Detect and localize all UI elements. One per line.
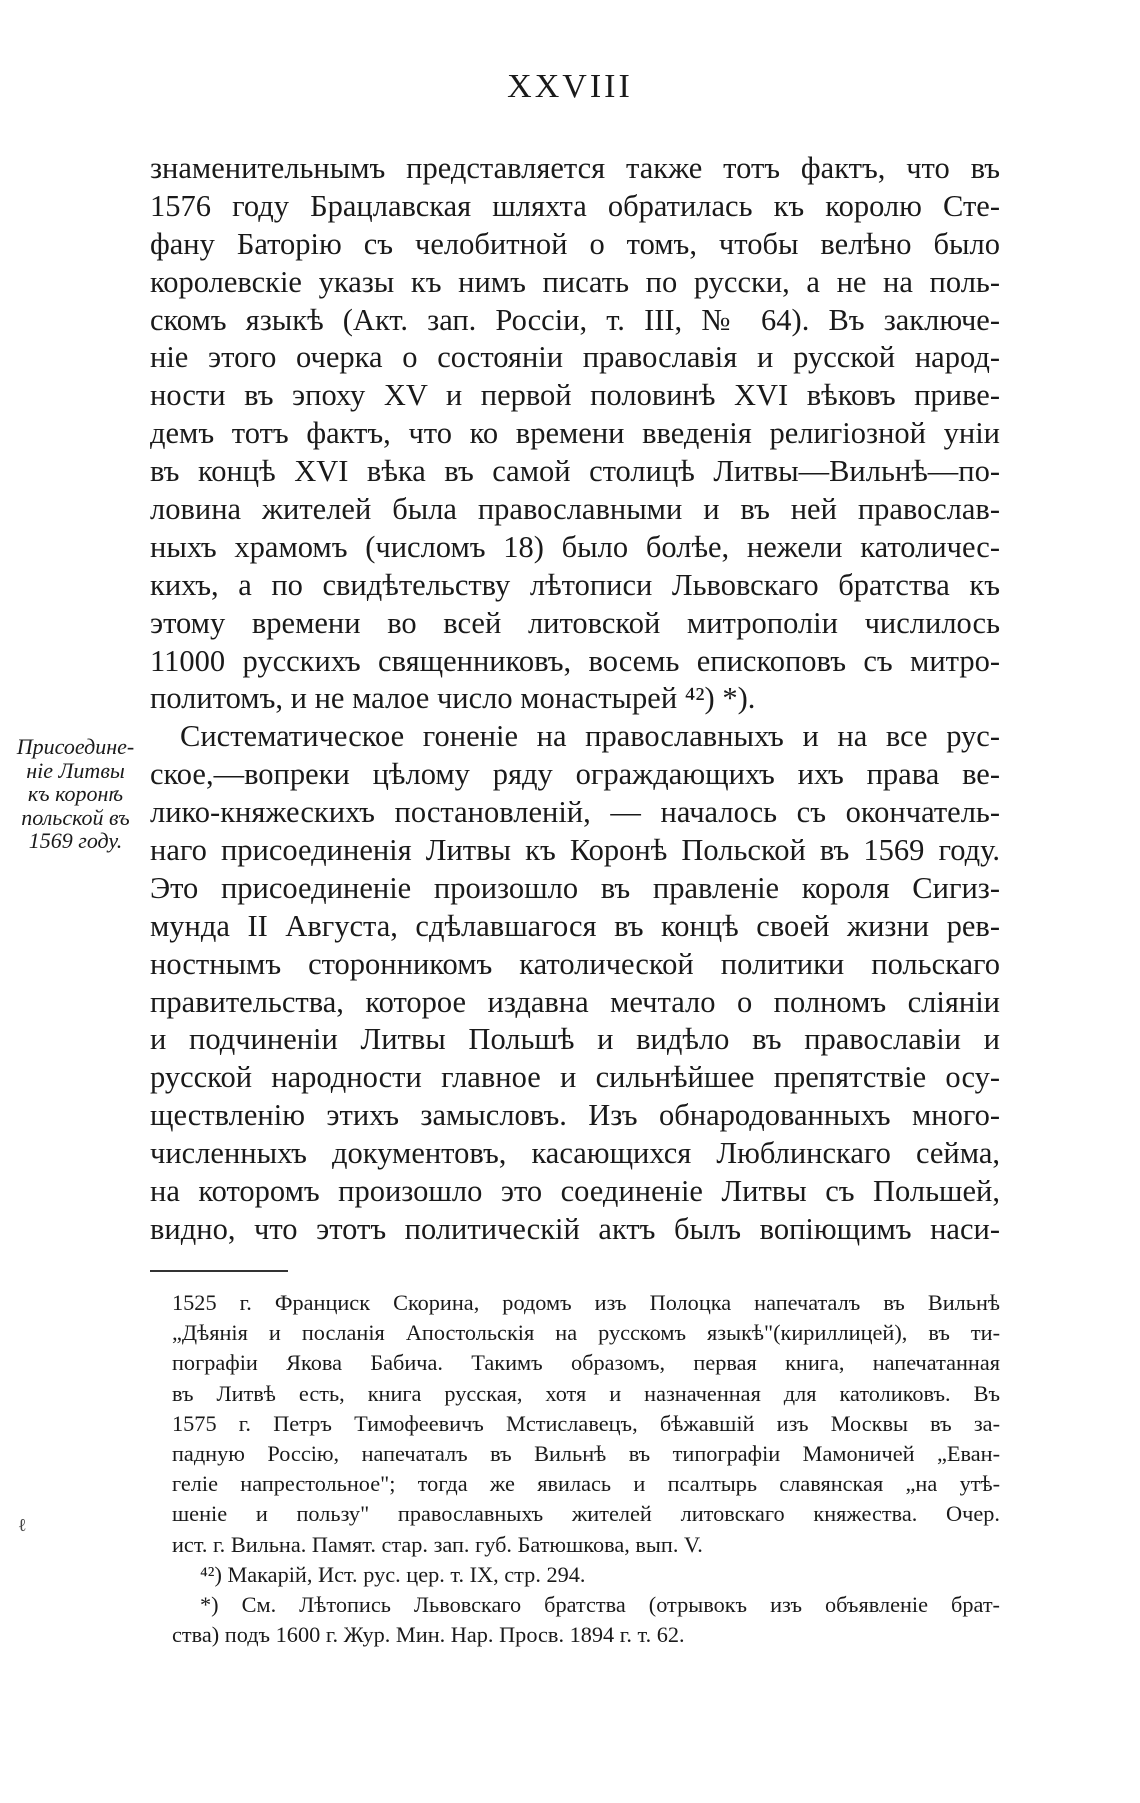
- page-number: XXVIII: [507, 68, 633, 105]
- text-line: ностнымъ сторонникомъ католической политики польскаго: [150, 946, 1000, 981]
- text-line: численныхъ документовъ, касающихся Люблинскаго сейма,: [150, 1136, 1000, 1171]
- footnote-line: ист. г. Вильна. Памят. стар. зап. губ. Батюшкова, вып. V.: [172, 1531, 703, 1557]
- footnote-line: 1525 г. Франциск Скорина, родомъ изъ Полоцка напечаталъ въ Вильнѣ: [172, 1290, 1000, 1315]
- text-line: этому времени во всей литовской митрополіи числилось: [150, 605, 1000, 640]
- text-line: ское,—вопреки цѣлому ряду ограждающихъ ихъ права ве-: [150, 757, 1000, 792]
- footnote-line: геліе напрестольное"; тогда же явилась и псалтырь славянская „на утѣ-: [172, 1471, 1000, 1497]
- text-line: Систематическое гоненіе на православныхъ и на все рус-: [180, 719, 1000, 754]
- footnote-line: пографіи Якова Бабича. Такимъ образомъ, первая книга, напечатанная: [172, 1350, 1000, 1376]
- text-line: Это присоединеніе произошло въ правленіе короля Сигиз-: [150, 870, 1000, 905]
- text-line: въ концѣ XVI вѣка въ самой столицѣ Литвы—Вильнѣ—по-: [150, 454, 1000, 489]
- footnote-line: ства) подъ 1600 г. Жур. Мин. Нар. Просв. 1894 г. т. 62.: [172, 1622, 685, 1648]
- footnote-line: шеніе и пользу" православныхъ жителей литовскаго княжества. Очер.: [172, 1501, 1000, 1527]
- margin-note-line: ніе Литвы: [26, 757, 125, 783]
- text-line: демъ тотъ фактъ, что ко времени введенія религіозной уніи: [150, 416, 1000, 451]
- text-line: видно, что этотъ политическій актъ былъ вопіющимъ наси-: [150, 1211, 1000, 1246]
- footnote-line: въ Литвѣ есть, книга русская, хотя и назначенная для католиковъ. Въ: [172, 1380, 1000, 1406]
- text-line: фану Баторію съ челобитной о томъ, чтобы велѣно было: [150, 226, 1000, 261]
- margin-note-line: польской въ: [21, 804, 130, 830]
- text-line: кихъ, а по свидѣтельству лѣтописи Львовскаго братства къ: [150, 567, 1000, 602]
- text-line: и подчиненіи Литвы Польшѣ и видѣло въ православіи и: [150, 1022, 1000, 1057]
- text-line: ныхъ храмомъ (числомъ 18) было болѣе, нежели католичес-: [150, 529, 1000, 564]
- text-line: королевскіе указы къ нимъ писать по русски, а не на поль-: [150, 264, 1000, 299]
- footnote-asterisk: *) См. Лѣтопись Львовскаго братства (отрывокъ изъ объявленіе брат-: [200, 1591, 1000, 1617]
- footnotes: [172, 1288, 1000, 1650]
- footnote-line: 1575 г. Петръ Тимофеевичъ Мстиславецъ, бѣжавшій изъ Москвы въ за-: [172, 1410, 1000, 1436]
- text-line: скомъ языкѣ (Акт. зап. Россіи, т. III, № 64). Въ заключе-: [150, 302, 1000, 337]
- text-line: знаменительнымъ представляется также тотъ фактъ, что въ: [150, 151, 1000, 185]
- footnote-42: ⁴²) Макарій, Ист. рус. цер. т. IX, стр. 294.: [200, 1561, 586, 1587]
- text-line: ности въ эпоху XV и первой половинѣ XVI вѣковъ приве-: [150, 378, 1000, 413]
- margin-note-line: къ коронѣ: [27, 781, 124, 806]
- text-line: на которомъ произошло это соединеніе Литвы съ Польшей,: [150, 1174, 1000, 1209]
- margin-note: [8, 735, 143, 853]
- body-text: [150, 150, 1000, 1249]
- text-line: 11000 русскихъ священниковъ, восемь епископовъ съ митро-: [150, 643, 1000, 678]
- text-line: 1576 году Брацлавская шляхта обратилась къ королю Сте-: [150, 188, 1000, 223]
- footnote-line: падную Россію, напечаталъ въ Вильнѣ въ типографіи Мамоничей „Еван-: [172, 1440, 1000, 1466]
- text-line: русской народности главное и сильнѣйшее препятствіе осу-: [150, 1060, 1000, 1095]
- text-line: правительства, которое издавна мечтало о полномъ сліяніи: [150, 984, 1000, 1019]
- stray-ink-mark: ℓ: [18, 1515, 27, 1536]
- text-line: мунда II Августа, сдѣлавшагося въ концѣ своей жизни рев-: [150, 908, 1000, 943]
- margin-note-line: Присоедине-: [16, 734, 135, 759]
- text-line: ніе этого очерка о состояніи православія и русской народ-: [150, 340, 1000, 375]
- text-line: политомъ, и не малое число монастырей ⁴²) *).: [150, 681, 756, 716]
- text-line: ществленію этихъ замысловъ. Изъ обнародованныхъ много-: [150, 1098, 1000, 1133]
- margin-note-line: 1569 году.: [28, 828, 123, 853]
- text-line: наго присоединенія Литвы къ Коронѣ Польской въ 1569 году.: [150, 833, 1000, 868]
- text-line: лико-княжескихъ постановленій, — началось съ окончатель-: [150, 795, 1000, 830]
- footnote-divider: [150, 1270, 288, 1272]
- footnote-line: „Дѣянія и посланія Апостольскія на русскомъ языкѣ"(кириллицей), въ ти-: [172, 1320, 1000, 1346]
- text-line: ловина жителей была православными и въ ней православ-: [150, 492, 1000, 527]
